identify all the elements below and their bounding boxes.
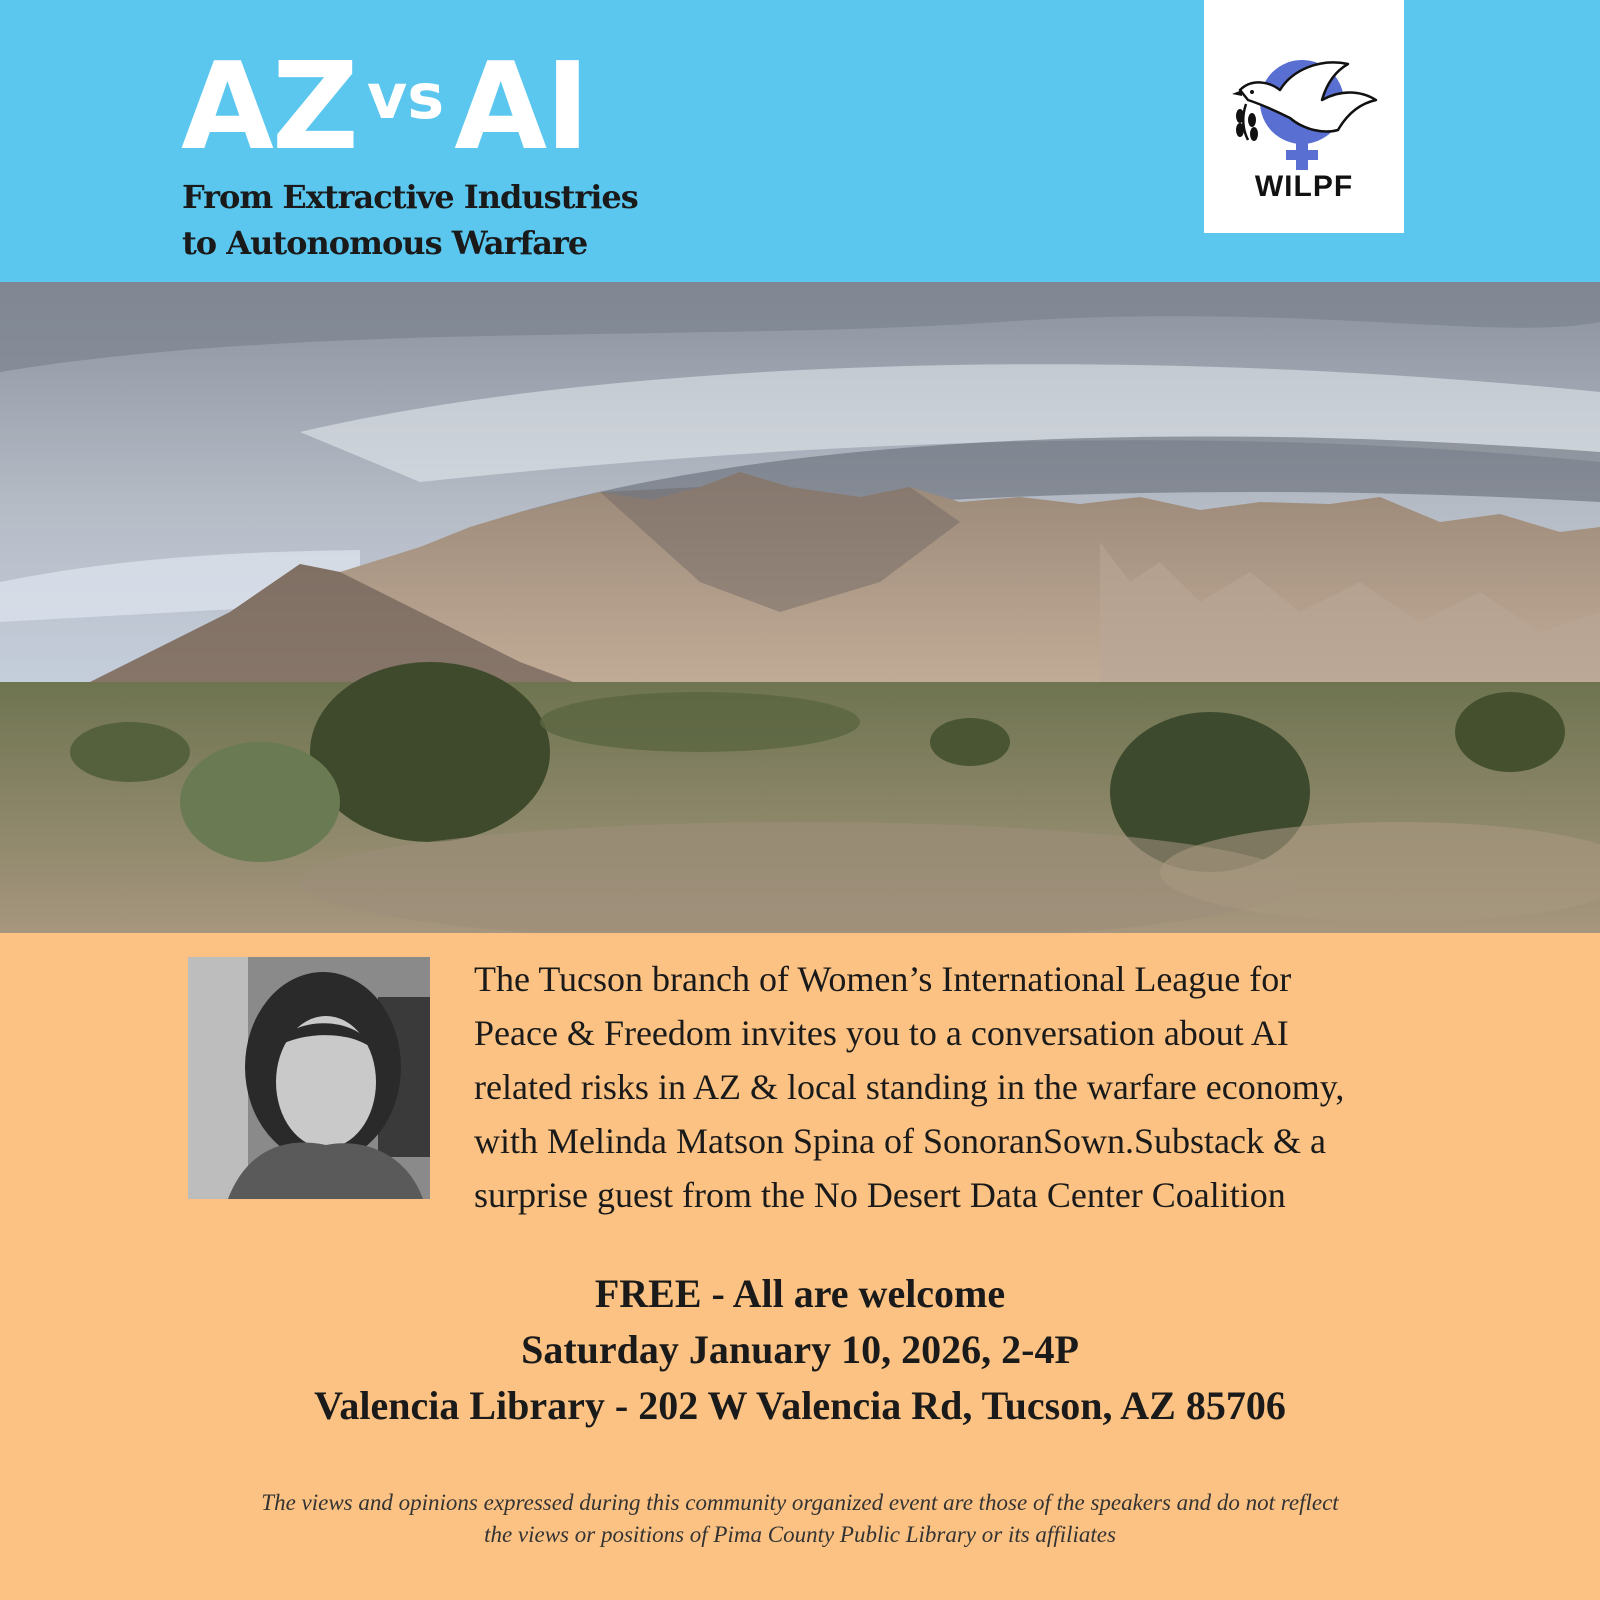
event-description [474,952,1434,1222]
event-title [181,38,588,177]
speaker-portrait [188,957,430,1199]
description-line: with Melinda Matson Spina of SonoranSown.Substack & a [474,1121,1326,1161]
disclaimer-line: the views or positions of Pima County Public Library or its affiliates [484,1522,1116,1547]
desert-mountain-photo [0,282,1600,933]
disclaimer [150,1487,1450,1551]
description-line: The Tucson branch of Women’s International League for [474,959,1292,999]
event-datetime: Saturday January 10, 2026, 2-4P [521,1327,1079,1372]
title-vs: vs [366,60,445,133]
event-subtitle [182,174,638,266]
event-details [0,1266,1600,1434]
subtitle-line-1: From Extractive Industries [182,178,638,216]
event-location: Valencia Library - 202 W Valencia Rd, Tucson, AZ 85706 [314,1383,1286,1428]
header-banner [0,0,1600,282]
description-line: Peace & Freedom invites you to a conversation about AI [474,1013,1289,1053]
subtitle-line-2: to Autonomous Warfare [182,224,588,262]
wilpf-logo [1204,0,1404,233]
logo-text: WILPF [1254,170,1354,203]
dove-venus-icon [1230,60,1378,170]
disclaimer-line: The views and opinions expressed during this community organized event are those of the speakers and do not reflect [261,1490,1339,1515]
admission-text: FREE - All are welcome [594,1271,1006,1316]
title-ai: AI [454,38,588,177]
title-az: AZ [181,38,357,177]
description-line: surprise guest from the No Desert Data Center Coalition [474,1175,1286,1215]
description-line: related risks in AZ & local standing in the warfare economy, [474,1067,1345,1107]
